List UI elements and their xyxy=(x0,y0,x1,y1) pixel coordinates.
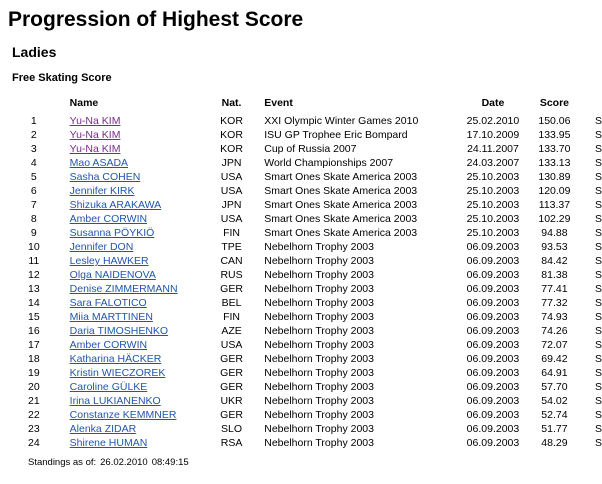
event-cell: Smart Ones Skate America 2003 xyxy=(264,227,418,239)
date-cell: 25.10.2003 xyxy=(466,185,520,197)
category-subtitle: Ladies xyxy=(12,44,57,60)
skater-link[interactable]: Yu-Na KIM xyxy=(69,143,121,155)
nat-cell: AZE xyxy=(221,325,242,337)
skater-link[interactable]: Lesley HAWKER xyxy=(69,255,149,267)
section-heading: Free Skating Score xyxy=(12,72,112,84)
table-row xyxy=(22,142,602,156)
event-cell: XXI Olympic Winter Games 2010 xyxy=(264,115,419,127)
flag-column-header xyxy=(582,96,602,114)
flag-cell: S xyxy=(594,143,602,155)
standings-footer xyxy=(28,457,193,468)
rank-cell: 7 xyxy=(30,199,37,211)
skater-link[interactable]: Daria TIMOSHENKO xyxy=(69,325,169,337)
score-cell: 72.07 xyxy=(541,339,568,351)
rank-cell: 5 xyxy=(30,171,37,183)
rank-cell: 13 xyxy=(27,283,40,295)
rank-cell: 11 xyxy=(28,255,40,267)
flag-cell: S xyxy=(594,185,602,197)
score-cell: 120.09 xyxy=(538,185,571,197)
flag-cell: S xyxy=(594,171,602,183)
page-title: Progression of Highest Score xyxy=(8,8,304,31)
score-cell: 74.93 xyxy=(541,311,568,323)
score-cell: 102.29 xyxy=(538,213,571,225)
table-row xyxy=(22,394,602,408)
event-cell: Nebelhorn Trophy 2003 xyxy=(264,297,374,309)
flag-cell: S xyxy=(594,129,602,141)
flag-cell: S xyxy=(594,199,602,211)
event-column-header: Event xyxy=(264,97,293,109)
skater-link[interactable]: Sasha COHEN xyxy=(69,171,141,183)
name-cell xyxy=(46,170,209,184)
date-cell: 06.09.2003 xyxy=(466,381,520,393)
name-cell xyxy=(46,240,209,254)
table-row xyxy=(22,282,602,296)
rank-cell: 23 xyxy=(27,423,40,435)
skater-link[interactable]: Jennifer KIRK xyxy=(69,185,135,197)
skater-link[interactable]: Constanze KEMMNER xyxy=(69,409,177,421)
date-cell: 25.10.2003 xyxy=(466,213,520,225)
event-cell: Nebelhorn Trophy 2003 xyxy=(264,339,374,351)
table-row xyxy=(22,240,602,254)
name-cell xyxy=(46,352,209,366)
date-column-header: Date xyxy=(481,97,505,109)
skater-link[interactable]: Amber CORWIN xyxy=(69,339,148,351)
event-cell: World Championships 2007 xyxy=(264,157,394,169)
table-row xyxy=(22,198,602,212)
nat-cell: KOR xyxy=(220,143,243,155)
date-cell: 06.09.2003 xyxy=(466,395,520,407)
table-row xyxy=(22,268,602,282)
rank-cell: 17 xyxy=(27,339,40,351)
name-cell xyxy=(46,128,209,142)
date-cell: 06.09.2003 xyxy=(466,367,520,379)
event-cell: Smart Ones Skate America 2003 xyxy=(264,199,418,211)
flag-cell: S xyxy=(594,157,602,169)
name-column-header: Name xyxy=(69,97,99,109)
name-cell xyxy=(46,198,209,212)
nat-cell: USA xyxy=(220,213,243,225)
event-cell: Nebelhorn Trophy 2003 xyxy=(264,409,374,421)
name-cell xyxy=(46,226,209,240)
event-cell: Nebelhorn Trophy 2003 xyxy=(264,283,374,295)
date-cell: 06.09.2003 xyxy=(466,269,520,281)
date-cell: 06.09.2003 xyxy=(466,325,520,337)
rank-cell: 9 xyxy=(30,227,37,239)
table-row xyxy=(22,436,602,450)
table-row xyxy=(22,128,602,142)
rank-cell: 20 xyxy=(27,381,40,393)
flag-cell: S xyxy=(594,437,602,449)
event-cell: Nebelhorn Trophy 2003 xyxy=(264,311,374,323)
name-cell xyxy=(46,338,209,352)
nat-cell: KOR xyxy=(220,115,243,127)
nat-cell: KOR xyxy=(220,129,243,141)
flag-cell: S xyxy=(594,255,602,267)
date-cell: 25.10.2003 xyxy=(466,227,520,239)
flag-cell: S xyxy=(594,297,602,309)
flag-cell: S xyxy=(594,115,602,127)
nat-cell: JPN xyxy=(221,199,242,211)
date-cell: 06.09.2003 xyxy=(466,283,520,295)
event-cell: Nebelhorn Trophy 2003 xyxy=(264,269,374,281)
date-cell: 25.10.2003 xyxy=(466,171,520,183)
nat-cell: GER xyxy=(220,353,243,365)
event-cell: Nebelhorn Trophy 2003 xyxy=(264,367,374,379)
name-cell xyxy=(46,310,209,324)
score-cell: 64.91 xyxy=(541,367,568,379)
nat-cell: GER xyxy=(220,409,243,421)
table-row xyxy=(22,212,602,226)
table-row xyxy=(22,184,602,198)
table-row xyxy=(22,310,602,324)
rank-cell: 24 xyxy=(27,437,40,449)
flag-cell: S xyxy=(594,339,602,351)
event-cell: Nebelhorn Trophy 2003 xyxy=(264,381,374,393)
event-cell: Smart Ones Skate America 2003 xyxy=(264,213,418,225)
nat-cell: FIN xyxy=(223,227,240,239)
skater-link[interactable]: Kristin WIECZOREK xyxy=(69,367,166,379)
skater-link[interactable]: Amber CORWIN xyxy=(69,213,148,225)
skater-link[interactable]: Katharina HÄCKER xyxy=(69,353,162,365)
skater-link[interactable]: Shirene HUMAN xyxy=(69,437,148,449)
name-cell xyxy=(46,436,209,450)
rank-cell: 2 xyxy=(30,129,37,141)
event-cell: ISU GP Trophee Eric Bompard xyxy=(264,129,408,141)
nat-cell: RSA xyxy=(220,437,243,449)
nat-cell: GER xyxy=(220,367,243,379)
skater-link[interactable]: Shizuka ARAKAWA xyxy=(69,199,162,211)
standings-time: 08:49:15 xyxy=(151,457,189,468)
rank-cell: 12 xyxy=(27,269,40,281)
score-cell: 133.95 xyxy=(538,129,571,141)
flag-cell: S xyxy=(594,409,602,421)
score-cell: 133.13 xyxy=(538,157,571,169)
event-cell: Nebelhorn Trophy 2003 xyxy=(264,423,374,435)
rank-cell: 4 xyxy=(30,157,37,169)
event-cell: Nebelhorn Trophy 2003 xyxy=(264,437,374,449)
score-cell: 54.02 xyxy=(541,395,568,407)
skater-link[interactable]: Caroline GÜLKE xyxy=(69,381,148,393)
flag-cell: S xyxy=(594,381,602,393)
score-cell: 77.32 xyxy=(541,297,568,309)
table-row xyxy=(22,324,602,338)
flag-cell: S xyxy=(594,353,602,365)
score-column-header: Score xyxy=(539,97,570,109)
rank-cell: 19 xyxy=(27,367,40,379)
nat-cell: GER xyxy=(220,283,243,295)
table-body xyxy=(22,114,602,450)
event-cell: Nebelhorn Trophy 2003 xyxy=(264,395,374,407)
date-cell: 06.09.2003 xyxy=(466,339,520,351)
rank-cell: 10 xyxy=(27,241,40,253)
nat-cell: USA xyxy=(220,185,243,197)
name-cell xyxy=(46,394,209,408)
rank-cell: 22 xyxy=(27,409,40,421)
flag-cell: S xyxy=(594,241,602,253)
nat-cell: CAN xyxy=(220,255,243,267)
event-cell: Nebelhorn Trophy 2003 xyxy=(264,325,374,337)
skater-link[interactable]: Denise ZIMMERMANN xyxy=(69,283,178,295)
date-cell: 06.09.2003 xyxy=(466,353,520,365)
nat-cell: SLO xyxy=(221,423,243,435)
table-row xyxy=(22,422,602,436)
score-cell: 133.70 xyxy=(538,143,571,155)
flag-cell: S xyxy=(594,423,602,435)
event-cell: Cup of Russia 2007 xyxy=(264,143,357,155)
date-cell: 24.03.2007 xyxy=(466,157,520,169)
flag-cell: S xyxy=(594,325,602,337)
score-cell: 69.42 xyxy=(541,353,568,365)
name-cell xyxy=(46,296,209,310)
flag-cell: S xyxy=(594,367,602,379)
date-cell: 06.09.2003 xyxy=(466,241,520,253)
flag-cell: S xyxy=(594,227,602,239)
date-cell: 06.09.2003 xyxy=(466,255,520,267)
score-cell: 81.38 xyxy=(541,269,568,281)
table-row xyxy=(22,254,602,268)
rank-cell: 16 xyxy=(27,325,40,337)
name-cell xyxy=(46,324,209,338)
flag-cell: S xyxy=(594,213,602,225)
flag-cell: S xyxy=(594,283,602,295)
skater-link[interactable]: Susanna PÖYKIÖ xyxy=(69,227,155,239)
nat-cell: USA xyxy=(220,339,243,351)
skater-link[interactable]: Miia MARTTINEN xyxy=(69,311,153,323)
nat-cell: FIN xyxy=(223,311,240,323)
score-cell: 113.37 xyxy=(538,199,571,211)
rank-cell: 14 xyxy=(27,297,40,309)
score-cell: 94.88 xyxy=(541,227,568,239)
table-row xyxy=(22,114,602,128)
event-cell: Nebelhorn Trophy 2003 xyxy=(264,353,374,365)
date-cell: 06.09.2003 xyxy=(466,297,520,309)
table-row xyxy=(22,380,602,394)
name-cell xyxy=(46,366,209,380)
skater-link[interactable]: Jennifer DON xyxy=(69,241,134,253)
name-cell xyxy=(46,422,209,436)
name-cell xyxy=(46,282,209,296)
event-cell: Nebelhorn Trophy 2003 xyxy=(264,241,374,253)
name-cell xyxy=(46,408,209,422)
date-cell: 06.09.2003 xyxy=(466,311,520,323)
skater-link[interactable]: Sara FALOTICO xyxy=(69,297,147,309)
flag-cell: S xyxy=(594,269,602,281)
rank-cell: 3 xyxy=(30,143,37,155)
score-cell: 52.74 xyxy=(541,409,568,421)
table-row xyxy=(22,366,602,380)
date-cell: 06.09.2003 xyxy=(466,423,520,435)
name-cell xyxy=(46,254,209,268)
nat-cell: USA xyxy=(220,171,243,183)
skater-link[interactable]: Mao ASADA xyxy=(69,157,129,169)
table-row xyxy=(22,156,602,170)
nat-cell: JPN xyxy=(221,157,242,169)
name-cell xyxy=(46,380,209,394)
name-cell xyxy=(46,212,209,226)
rank-cell: 15 xyxy=(27,311,40,323)
standings-date: 26.02.2010 xyxy=(100,457,148,468)
flag-cell: S xyxy=(594,311,602,323)
name-cell xyxy=(46,184,209,198)
table-row xyxy=(22,408,602,422)
skater-link[interactable]: Yu-Na KIM xyxy=(69,115,121,127)
score-cell: 150.06 xyxy=(538,115,571,127)
name-cell xyxy=(46,268,209,282)
name-cell xyxy=(46,142,209,156)
date-cell: 24.11.2007 xyxy=(467,143,519,155)
score-cell: 57.70 xyxy=(541,381,568,393)
rank-cell: 6 xyxy=(30,185,37,197)
event-cell: Smart Ones Skate America 2003 xyxy=(264,171,418,183)
nat-cell: TPE xyxy=(221,241,242,253)
rank-cell: 21 xyxy=(27,395,40,407)
standings-label: Standings as of: xyxy=(28,457,97,468)
table-header-row xyxy=(22,96,602,114)
rank-cell: 18 xyxy=(27,353,40,365)
rank-column-header xyxy=(22,96,46,114)
date-cell: 25.02.2010 xyxy=(466,115,520,127)
table-row xyxy=(22,296,602,310)
score-cell: 130.89 xyxy=(538,171,571,183)
skater-link[interactable]: Yu-Na KIM xyxy=(69,129,121,141)
name-cell xyxy=(46,156,209,170)
skater-link[interactable]: Olga NAIDENOVA xyxy=(69,269,156,281)
score-cell: 84.42 xyxy=(541,255,568,267)
rank-cell: 1 xyxy=(30,115,37,127)
score-cell: 93.53 xyxy=(541,241,568,253)
name-cell xyxy=(46,114,209,128)
skater-link[interactable]: Irina LUKIANENKO xyxy=(69,395,161,407)
nat-cell: RUS xyxy=(220,269,243,281)
skater-link[interactable]: Alenka ZIDAR xyxy=(69,423,137,435)
date-cell: 06.09.2003 xyxy=(466,409,520,421)
nat-cell: GER xyxy=(220,381,243,393)
date-cell: 06.09.2003 xyxy=(466,437,520,449)
score-cell: 74.26 xyxy=(541,325,568,337)
event-cell: Nebelhorn Trophy 2003 xyxy=(264,255,374,267)
score-cell: 48.29 xyxy=(541,437,568,449)
score-cell: 51.77 xyxy=(541,423,568,435)
date-cell: 17.10.2009 xyxy=(466,129,520,141)
nat-cell: BEL xyxy=(221,297,242,309)
nat-cell: UKR xyxy=(220,395,243,407)
table-row xyxy=(22,352,602,366)
flag-cell: S xyxy=(594,395,602,407)
date-cell: 25.10.2003 xyxy=(466,199,520,211)
rank-cell: 8 xyxy=(30,213,37,225)
table-row xyxy=(22,338,602,352)
table-row xyxy=(22,170,602,184)
table-row xyxy=(22,226,602,240)
score-progression-table xyxy=(22,96,602,450)
event-cell: Smart Ones Skate America 2003 xyxy=(264,185,418,197)
nat-column-header: Nat. xyxy=(221,97,242,109)
score-cell: 77.41 xyxy=(541,283,568,295)
